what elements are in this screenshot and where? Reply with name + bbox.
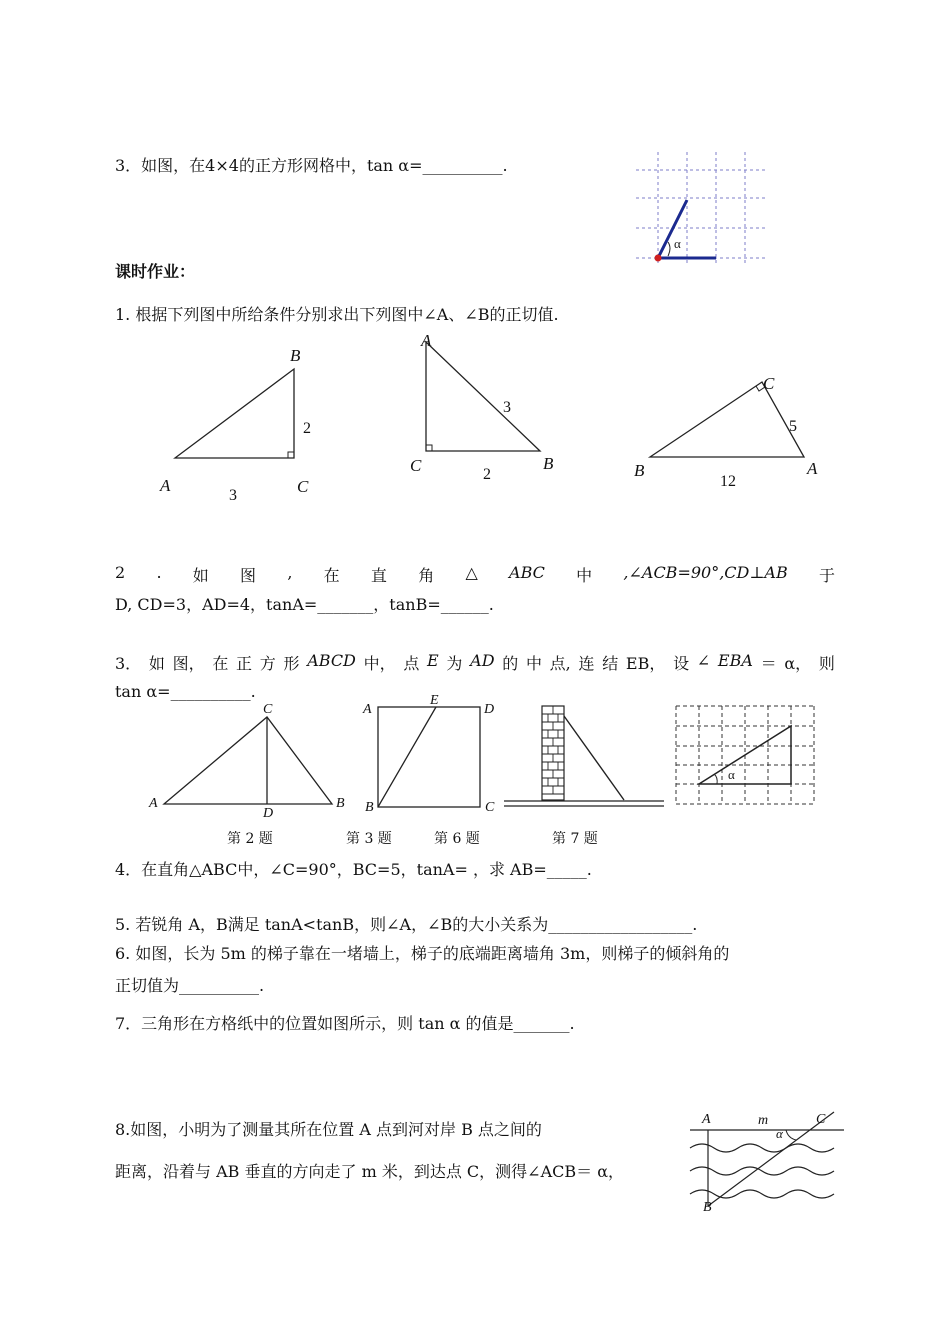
hw4-text: 4．在直角△ABC中，∠C=90°，BC=5，tanA= ，求 AB=_____. [115, 860, 592, 879]
hw3-token: 方 [259, 654, 276, 673]
fig2-label-c: C [263, 702, 273, 717]
fig1a-label-a: A [160, 476, 171, 495]
fig1c-label-b: B [634, 461, 645, 480]
hw2-token: 图 [240, 566, 257, 585]
hw2-token: 于 [818, 566, 835, 585]
intro-grid-figure [632, 148, 772, 268]
hw3-token: ∠ [696, 651, 711, 670]
hw2-token: 直 [370, 566, 387, 585]
hw3-token: 点, [549, 654, 571, 673]
fig1a-len-bc: 2 [303, 420, 311, 437]
hw2-token: ,∠ACB=90°,CD⊥AB [623, 563, 788, 582]
fig6-ladder [502, 700, 667, 810]
fig1a-triangle [170, 365, 300, 465]
hw2-token: 2 [115, 563, 126, 582]
fig1c-len-ca: 5 [789, 418, 797, 435]
fig1a-label-b: B [290, 346, 301, 365]
hw3-token: AD [470, 651, 495, 670]
fig2-label-a: A [149, 796, 158, 811]
hw3-token: 在 [212, 654, 229, 673]
fig3-label-b: B [365, 800, 374, 815]
hw2-token: 在 [323, 566, 340, 585]
hw2-line1 [115, 563, 835, 586]
alpha-label: α [674, 236, 681, 251]
hw2-token: △ [465, 563, 478, 582]
hw3-token: 图， [172, 654, 205, 673]
hw3-line2: tan α=__________. [115, 682, 256, 701]
hw2-token: 中 [576, 566, 593, 585]
hw3-token: EBA [717, 651, 753, 670]
hw3-token: 连 [578, 654, 595, 673]
fig2-label-b: B [336, 796, 345, 811]
fig1b-len-cb: 2 [483, 466, 491, 483]
fig7-caption: 第 7 题 [552, 831, 598, 847]
hw3-token: 3． [115, 654, 142, 673]
fig6-caption: 第 6 题 [434, 831, 480, 847]
fig1a-len-ac: 3 [229, 487, 237, 504]
fig1b-label-b: B [543, 454, 554, 473]
hw3-token: 点 [403, 654, 420, 673]
fig1b-label-a: A [421, 331, 432, 350]
fig7-alpha-label: α [728, 767, 735, 782]
hw8-line2: 距离，沿着与 AB 垂直的方向走了 m 米，到达点 C，测得∠ACB＝ α， [115, 1162, 625, 1181]
fig8-label-a: A [702, 1112, 711, 1127]
fig3-label-a: A [363, 702, 372, 717]
hw3-token: α， [784, 654, 812, 673]
fig1b-triangle [420, 340, 545, 455]
hw3-token: E [427, 651, 439, 670]
intro-question-3: 3．如图，在4×4的正方形网格中，tan α=__________. [115, 156, 508, 175]
hw3-token: 则 [818, 654, 835, 673]
fig1c-label-c: C [763, 374, 775, 393]
hw6-line1: 6. 如图，长为 5m 的梯子靠在一堵墙上，梯子的底端距离墙角 3m，则梯子的倾斜角的 [115, 944, 730, 963]
hw3-token: 形 [283, 654, 300, 673]
fig1b-label-c: C [410, 456, 422, 475]
hw3-token: 中 [525, 654, 542, 673]
homework-title: 课时作业： [115, 262, 196, 281]
hw8-line1: 8.如图，小明为了测量其所在位置 A 点到河对岸 B 点之间的 [115, 1120, 542, 1139]
fig8-alpha: α [776, 1126, 783, 1141]
fig1a-label-c: C [297, 477, 309, 496]
hw3-token: 正 [236, 654, 253, 673]
fig8-label-b: B [703, 1200, 712, 1215]
hw3-line1 [115, 651, 835, 674]
hw7-text: 7．三角形在方格纸中的位置如图所示，则 tan α 的值是_______. [115, 1014, 575, 1033]
fig1c-triangle [645, 376, 810, 461]
fig1c-label-a: A [807, 459, 818, 478]
hw3-token: 如 [148, 654, 165, 673]
hw2-token: , [287, 563, 293, 582]
fig7-grid-triangle [672, 702, 818, 808]
fig1c-len-ba: 12 [720, 473, 736, 490]
hw2-line2: D, CD=3，AD=4，tanA=_______，tanB=______. [115, 595, 494, 614]
hw5-text: 5. 若锐角 A，B满足 tanA<tanB，则∠A，∠B的大小关系为__________________. [115, 915, 698, 934]
fig3-label-d: D [484, 702, 495, 717]
hw3-token: ABCD [307, 651, 356, 670]
hw2-token: 如 [192, 566, 209, 585]
fig2-caption: 第 2 题 [227, 831, 273, 847]
hw6-line2: 正切值为__________. [115, 976, 265, 995]
hw3-token: 设 [673, 654, 690, 673]
hw3-token: EB， [625, 654, 666, 673]
fig2-label-d: D [263, 806, 274, 821]
hw3-token: ＝ [760, 654, 777, 673]
fig8-label-c: C [816, 1112, 826, 1127]
fig2-triangle [160, 712, 340, 810]
hw3-token: 中， [363, 654, 396, 673]
fig8-label-m: m [758, 1113, 769, 1128]
fig1b-len-ab: 3 [503, 399, 511, 416]
fig3-square [374, 704, 484, 810]
fig3-caption: 第 3 题 [346, 831, 392, 847]
hw3-token: 结 [602, 654, 619, 673]
hw3-token: 的 [502, 654, 519, 673]
hw2-token: 角 [418, 566, 435, 585]
hw2-token: . [156, 563, 162, 582]
hw1-text: 1. 根据下列图中所给条件分别求出下列图中∠A、∠B的正切值. [115, 305, 559, 324]
fig3-label-e: E [430, 693, 439, 708]
fig3-label-c: C [485, 800, 495, 815]
hw3-token: 为 [446, 654, 463, 673]
hw2-token: ABC [509, 563, 545, 582]
